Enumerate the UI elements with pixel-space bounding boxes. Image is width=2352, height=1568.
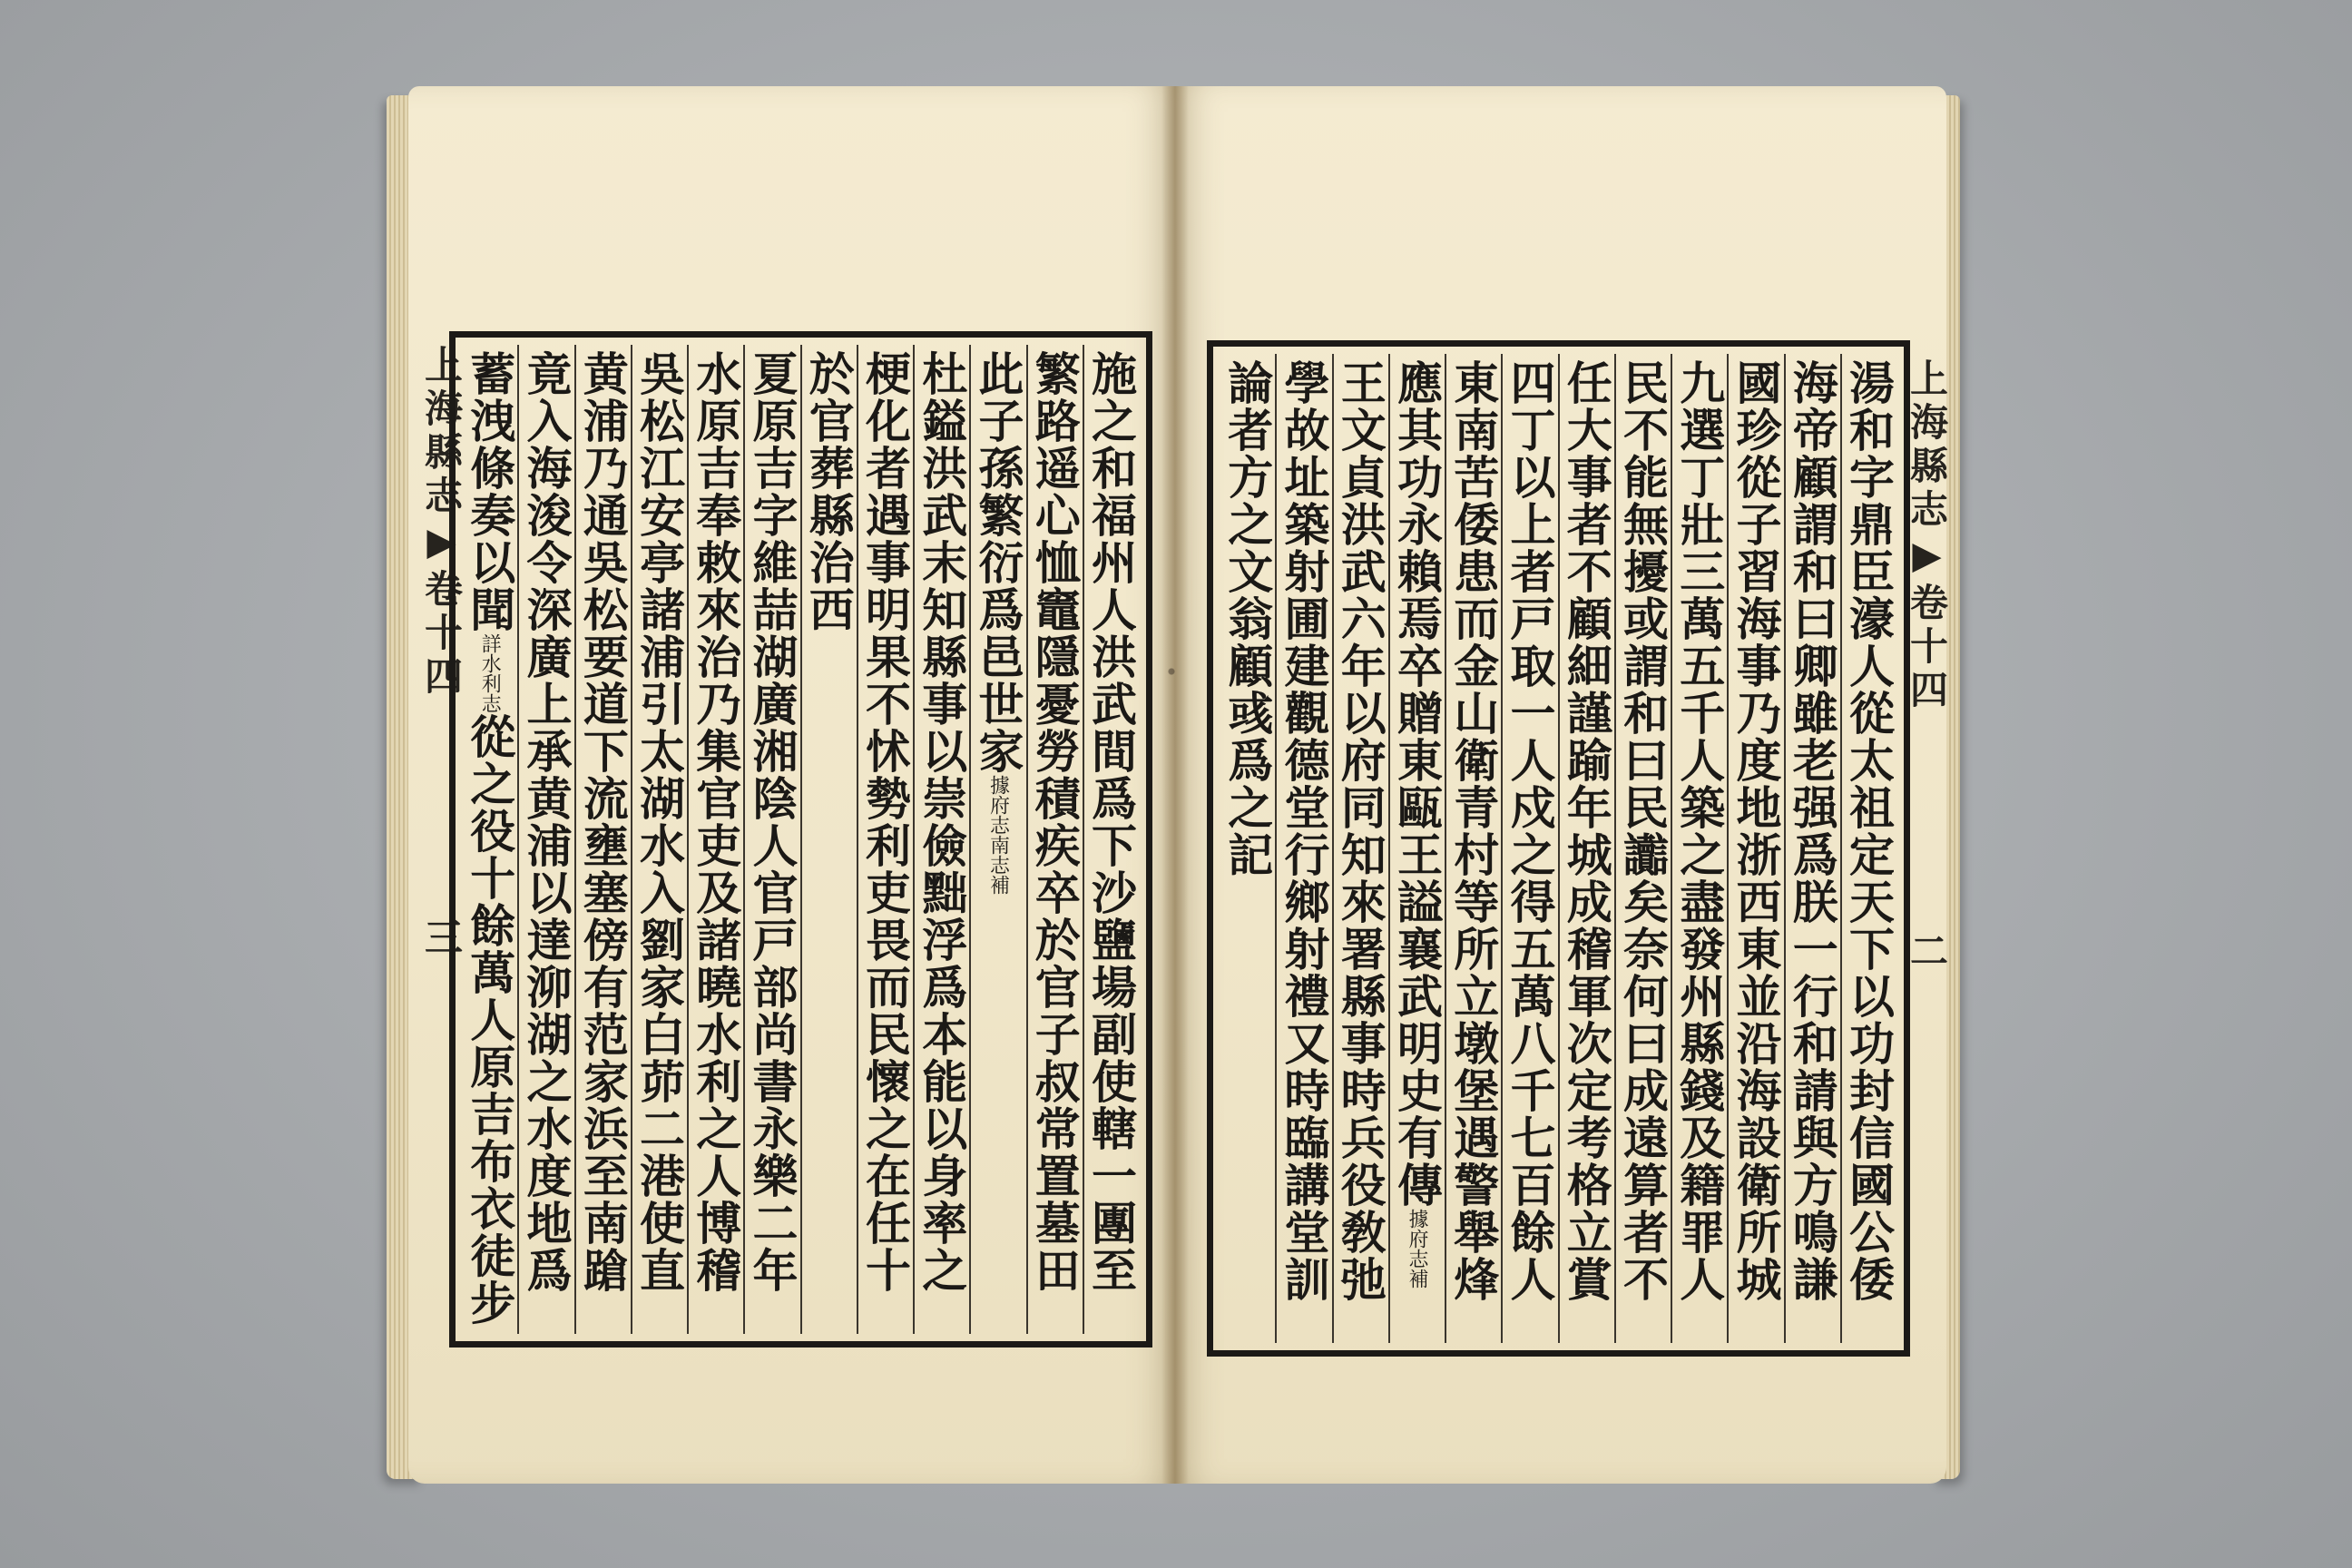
- text-column: 國珍從子習海事乃度地浙西東並沿海設衛所城: [1727, 354, 1783, 1343]
- text-column: 論者方之文翁顧彧爲之記: [1220, 359, 1275, 878]
- text-column: 杜鎰洪武末知縣事以崇儉黜浮爲本能以身率之: [913, 345, 969, 1334]
- text-column: 水原吉奉敕來治乃集官吏及諸曉水利之人博稽: [687, 345, 743, 1334]
- text-column: 繁路遥心恤竈隱憂勞積疾卒於官子叔常置墓田: [1026, 345, 1083, 1334]
- text-column: 蓄洩條奏以聞詳水利志從之役十餘萬人原吉布衣徒步: [463, 350, 517, 1327]
- text-column: 任大事者不顧細謹踰年城成稽軍次定考格立賞: [1558, 354, 1614, 1343]
- source-note: 據府志補: [1406, 1209, 1428, 1289]
- text-column: 湯和字鼎臣濠人從太祖定天下以功封信國公倭: [1840, 354, 1896, 1343]
- text-column: 梗化者遇事明果不怵勢利吏畏而民懷之在任十: [857, 345, 913, 1334]
- text-column: 夏原吉字維喆湖廣湘陰人官戸部尚書永樂二年: [743, 345, 799, 1334]
- book-gutter: [1161, 86, 1189, 1484]
- text-column: 黄浦乃通吳松要道下流壅塞傍有范家浜至南蹌: [574, 345, 631, 1334]
- text-column: 竟入海浚令深廣上承黄浦以達泖湖之水度地爲: [517, 345, 573, 1334]
- binding-thread-mark: [1158, 653, 1185, 690]
- right-page-margin-title: 上海縣志▶卷十四 二: [1905, 358, 1949, 975]
- right-text-frame: [1207, 340, 1910, 1357]
- text-column: 九選丁壯三萬五千人築之盡發州縣錢及籍罪人: [1671, 354, 1727, 1343]
- text-column: 於官葬縣治西: [800, 345, 857, 1334]
- text-column: 此子孫繁衍爲邑世家據府志南志補: [969, 345, 1025, 1334]
- text-column: 吳松江安亭諸浦引太湖水入劉家白茆二港使直: [631, 345, 687, 1334]
- text-column: 四丁以上者戸取一人戍之得五萬八千七百餘人: [1501, 354, 1557, 1343]
- text-column: 施之和福州人洪武間爲下沙鹽場副使轄一團至: [1083, 345, 1139, 1334]
- left-text-frame: [449, 331, 1152, 1348]
- left-page-margin-title: 上海縣志▶卷十四 三: [419, 345, 464, 961]
- text-column: 學故址築射圃建觀德堂行鄉射禮又時臨講堂訓: [1275, 354, 1331, 1343]
- source-note: 詳水利志: [478, 633, 502, 713]
- text-column: 王文貞洪武六年以府同知來署縣事時兵役敎弛: [1332, 354, 1388, 1343]
- text-column: 東南苦倭患而金山衛青村等所立墩堡遇警舉烽: [1445, 354, 1501, 1343]
- text-column: 民不能無擾或謂和曰民讟矣奈何曰成遠算者不: [1614, 354, 1671, 1343]
- source-note: 據府志南志補: [986, 775, 1010, 895]
- text-column: 海帝顧謂和曰卿雖老强爲朕一行和請與方鳴謙: [1784, 354, 1840, 1343]
- text-column: 應其功永賴焉卒贈東甌王謚襄武明史有傳據府志補: [1388, 354, 1445, 1343]
